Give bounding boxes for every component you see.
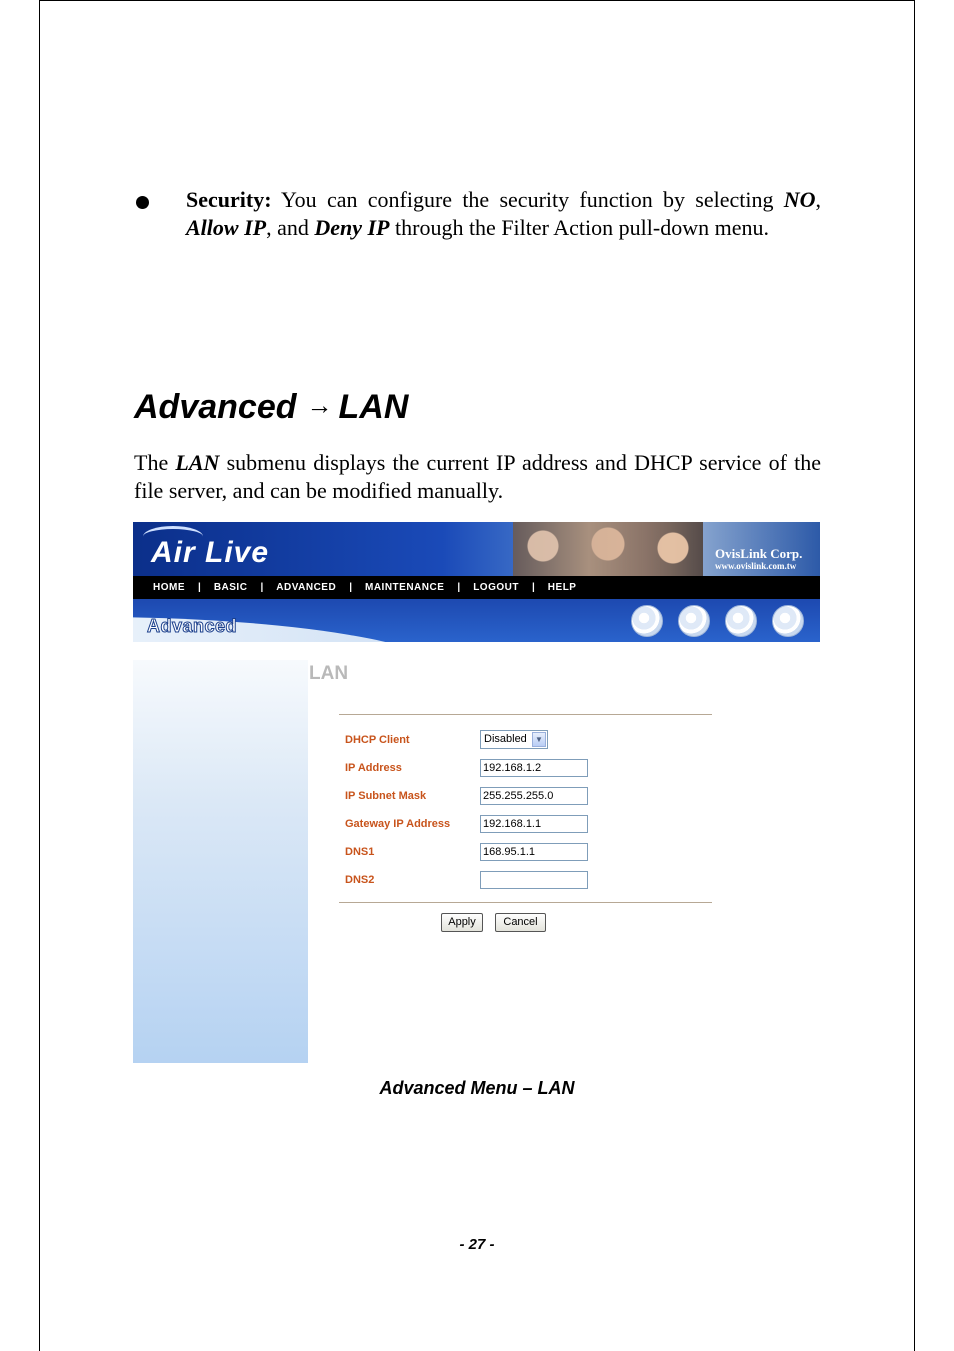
nav-separator: | bbox=[457, 582, 461, 593]
label-dhcp-client: DHCP Client bbox=[345, 734, 410, 746]
divider-bottom bbox=[339, 902, 712, 903]
bullet-icon bbox=[136, 196, 149, 209]
nav-home[interactable]: HOME bbox=[153, 582, 185, 593]
nav-separator: | bbox=[198, 582, 201, 593]
chevron-down-icon[interactable]: ▼ bbox=[532, 732, 546, 747]
nav-maintenance[interactable]: MAINTENANCE bbox=[365, 582, 445, 593]
heading-right: LAN bbox=[338, 388, 409, 426]
corp-url: www.ovislink.com.tw bbox=[715, 561, 797, 571]
subnet-mask-input[interactable]: 255.255.255.0 bbox=[480, 787, 588, 805]
intro-text-2: submenu displays the current IP address and DHCP service of the file server, and can be modified manually. bbox=[134, 450, 821, 503]
label-dns2: DNS2 bbox=[345, 874, 375, 886]
label-ip-address: IP Address bbox=[345, 762, 402, 774]
nav-advanced[interactable]: ADVANCED bbox=[276, 582, 337, 593]
dhcp-client-value: Disabled bbox=[484, 733, 527, 745]
intro-paragraph bbox=[134, 449, 821, 505]
section-heading bbox=[134, 388, 408, 427]
banner-photo bbox=[513, 522, 703, 576]
option-allow-ip: Allow IP bbox=[186, 215, 267, 240]
apply-button[interactable]: Apply bbox=[441, 913, 483, 932]
separator-comma: , bbox=[815, 187, 821, 212]
lan-screenshot bbox=[133, 522, 820, 1063]
nav-help[interactable]: HELP bbox=[547, 582, 577, 593]
globe-icon bbox=[725, 605, 757, 637]
security-paragraph bbox=[186, 186, 821, 242]
label-dns1: DNS1 bbox=[345, 846, 375, 858]
globe-icon bbox=[631, 605, 663, 637]
airlive-banner bbox=[133, 522, 820, 576]
ip-address-input[interactable]: 192.168.1.2 bbox=[480, 759, 588, 777]
dns2-input[interactable] bbox=[480, 871, 588, 889]
label-subnet-mask: IP Subnet Mask bbox=[345, 790, 427, 802]
security-text-2: through the Filter Action pull-down menu. bbox=[389, 215, 769, 240]
nav-logout[interactable]: LOGOUT bbox=[473, 582, 519, 593]
arrow-icon: → bbox=[306, 390, 333, 420]
dns1-input[interactable]: 168.95.1.1 bbox=[480, 843, 588, 861]
option-deny-ip: Deny IP bbox=[314, 215, 390, 240]
nav-separator: | bbox=[260, 582, 264, 593]
globe-icon bbox=[678, 605, 710, 637]
separator-and: , and bbox=[266, 215, 315, 240]
airlive-logo: Air Live bbox=[151, 536, 270, 569]
page-number: - 27 - bbox=[459, 1236, 495, 1253]
nav-basic[interactable]: BASIC bbox=[213, 582, 248, 593]
security-term: Security: bbox=[186, 187, 272, 212]
divider-top bbox=[339, 714, 712, 715]
intro-term: LAN bbox=[175, 450, 220, 475]
left-panel bbox=[133, 660, 308, 1063]
security-text-1: You can configure the security function by selecting bbox=[271, 187, 784, 212]
gateway-input[interactable]: 192.168.1.1 bbox=[480, 815, 588, 833]
nav-separator: | bbox=[531, 582, 535, 593]
globe-icon bbox=[772, 605, 804, 637]
label-gateway: Gateway IP Address bbox=[345, 818, 451, 830]
figure-caption: Advanced Menu – LAN bbox=[379, 1078, 575, 1098]
corp-name: OvisLink Corp. bbox=[715, 546, 803, 561]
top-nav bbox=[133, 576, 820, 599]
dhcp-client-select[interactable] bbox=[480, 730, 548, 749]
section-bar-title: Advanced bbox=[147, 616, 238, 636]
option-no: NO bbox=[783, 187, 816, 212]
page-title: LAN bbox=[309, 663, 349, 684]
heading-left: Advanced bbox=[134, 388, 297, 426]
nav-separator: | bbox=[349, 582, 352, 593]
intro-text-1: The bbox=[134, 450, 176, 475]
cancel-button[interactable]: Cancel bbox=[495, 913, 546, 932]
